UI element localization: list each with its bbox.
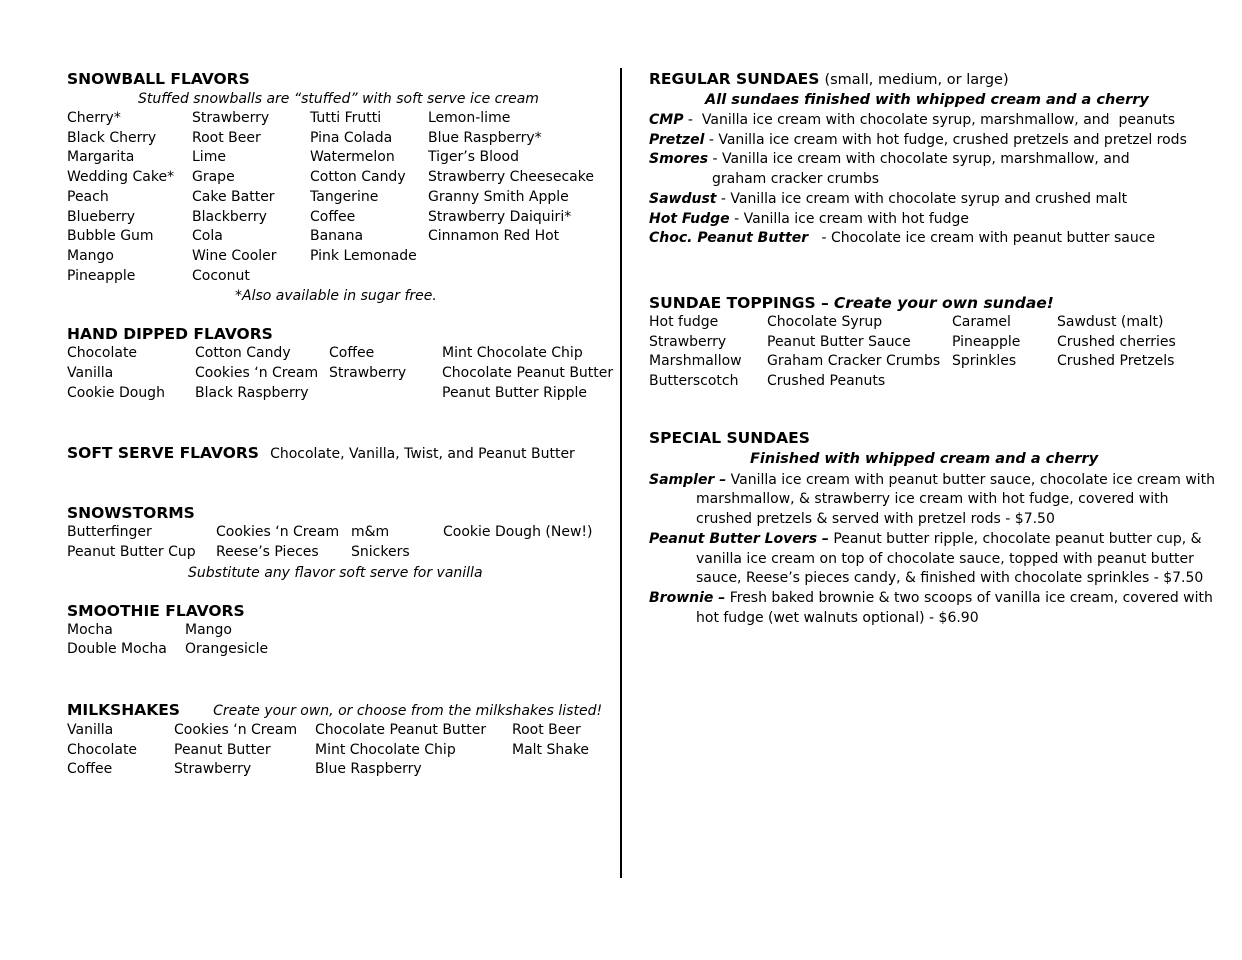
hand-dipped-flavor: Chocolate Peanut Butter [442, 365, 614, 382]
special-sundaes-list [649, 471, 1216, 629]
hand-dipped-title: HAND DIPPED FLAVORS [67, 325, 273, 344]
hand-dipped-flavor: Black Raspberry [195, 384, 309, 401]
regular-sundae-item [649, 190, 1209, 210]
special-sundae-description-cont: marshmallow, & strawberry ice cream with hot fudge, covered with [696, 491, 1169, 508]
special-sundae-item [649, 471, 1216, 530]
hand-dipped-flavor: Cotton Candy [195, 345, 291, 362]
snowball-flavor: Blue Raspberry* [428, 129, 542, 146]
special-sundae-description-cont: crushed pretzels & served with pretzel rods - $7.50 [696, 511, 1055, 528]
sundae-description: - Vanilla ice cream with hot fudge, crushed pretzels and pretzel rods [704, 131, 1187, 148]
regular-sundaes-subtitle: All sundaes finished with whipped cream and a cherry [705, 92, 1149, 108]
snowball-flavor: Tiger’s Blood [428, 149, 519, 166]
snowball-flavor: Tangerine [310, 188, 379, 205]
topping-item: Butterscotch [649, 373, 739, 390]
soft-serve-title: SOFT SERVE FLAVORS [67, 444, 259, 463]
regular-sundaes-title: REGULAR SUNDAES [649, 70, 820, 88]
milkshake-item: Mint Chocolate Chip [315, 741, 456, 758]
snowball-flavor: Cotton Candy [310, 169, 406, 186]
snowball-flavor: Banana [310, 228, 364, 245]
regular-sundaes-section [649, 69, 1209, 249]
topping-item: Peanut Butter Sauce [767, 333, 911, 350]
snowstorm-item: Reese’s Pieces [216, 543, 319, 560]
snowball-flavor: Blackberry [192, 208, 267, 225]
toppings-subtitle: Create your own sundae! [833, 293, 1054, 312]
snowball-flavor: Peach [67, 188, 109, 205]
snowball-flavor: Cinnamon Red Hot [428, 228, 560, 245]
regular-sundae-item [649, 111, 1209, 131]
snowball-flavor: Wine Cooler [192, 247, 277, 264]
column-divider [620, 68, 622, 878]
topping-item: Sawdust (malt) [1057, 313, 1164, 330]
snowball-flavor: Strawberry [192, 110, 270, 126]
toppings-title: SUNDAE TOPPINGS – [649, 293, 829, 312]
sundae-name: CMP [649, 112, 684, 128]
special-sundae-name: Peanut Butter Lovers – [649, 530, 829, 547]
snowball-flavor [428, 247, 598, 267]
snowball-flavor: Granny Smith Apple [428, 188, 569, 205]
topping-item: Caramel [952, 313, 1011, 330]
milkshakes-subtitle: Create your own, or choose from the milkshakes listed! [213, 702, 603, 719]
snowball-flavor: Coffee [310, 208, 356, 225]
snowball-flavor: Black Cherry [67, 129, 157, 146]
snowstorms-title: SNOWSTORMS [67, 504, 195, 523]
toppings-grid [649, 313, 1209, 392]
snowstorm-item: Cookie Dough (New!) [443, 524, 593, 541]
snowball-flavor: Strawberry Cheesecake [428, 169, 594, 186]
special-sundae-name: Brownie – [649, 589, 726, 606]
milkshake-item: Chocolate Peanut Butter [315, 721, 487, 738]
special-sundaes-section [649, 428, 1216, 629]
snowball-flavor: Root Beer [192, 129, 261, 146]
sundae-description: - Vanilla ice cream with chocolate syrup, marshmallow, and peanuts [683, 112, 1176, 128]
milkshake-item: Malt Shake [512, 741, 590, 758]
snowball-flavor: Coconut [192, 267, 250, 284]
topping-item [1057, 372, 1207, 392]
hand-dipped-section [67, 324, 612, 403]
snowball-flavor [428, 267, 598, 287]
topping-item: Strawberry [649, 333, 727, 350]
snowball-flavor: Cherry* [67, 110, 121, 126]
snowstorms-section [67, 503, 612, 582]
sundae-name: Hot Fudge [649, 210, 730, 227]
milkshake-item: Vanilla [67, 721, 114, 738]
sundae-description: - Vanilla ice cream with chocolate syrup and crushed malt [716, 190, 1128, 207]
snowball-flavor: Wedding Cake* [67, 169, 175, 186]
snowball-flavor: Lemon-lime [428, 110, 511, 126]
topping-item: Sprinkles [952, 353, 1017, 370]
sundae-name: Pretzel [649, 131, 705, 148]
hand-dipped-grid [67, 344, 612, 403]
milkshake-item [512, 760, 602, 780]
special-sundae-item [649, 530, 1209, 589]
sundae-description-cont: graham cracker crumbs [712, 171, 880, 188]
smoothie-section [67, 601, 612, 660]
snowstorm-item: Snickers [351, 543, 410, 560]
special-sundae-description-cont: vanilla ice cream on top of chocolate sauce, topped with peanut butter [696, 550, 1194, 567]
sundae-description: - Vanilla ice cream with hot fudge [729, 210, 970, 227]
milkshake-item: Peanut Butter [174, 741, 271, 758]
snowstorm-item: Peanut Butter Cup [67, 543, 196, 560]
soft-serve-section [67, 443, 612, 465]
snowball-title: SNOWBALL FLAVORS [67, 70, 250, 88]
snowball-subtitle: Stuffed snowballs are “stuffed” with soft serve ice cream [138, 91, 539, 107]
snowball-flavor: Pineapple [67, 267, 136, 284]
sundae-name: Sawdust [649, 190, 717, 207]
snowball-grid [67, 109, 612, 286]
snowball-note: *Also available in sugar free. [235, 288, 437, 305]
snowstorms-note: Substitute any flavor soft serve for vanilla [188, 564, 483, 581]
right-column [649, 62, 1216, 628]
topping-item: Hot fudge [649, 313, 719, 330]
milkshakes-grid [67, 721, 612, 780]
smoothie-flavor: Double Mocha [67, 641, 167, 658]
snowball-flavor [310, 267, 428, 287]
smoothie-flavor: Mango [185, 621, 232, 638]
special-sundae-name: Sampler – [649, 471, 727, 488]
snowball-flavor: Margarita [67, 149, 135, 166]
special-sundaes-subtitle: Finished with whipped cream and a cherry [750, 450, 1099, 467]
snowstorm-item: Butterfinger [67, 524, 152, 541]
milkshakes-section [67, 700, 612, 780]
snowball-flavor: Watermelon [310, 149, 395, 166]
topping-item: Pineapple [952, 333, 1021, 350]
regular-sundae-item [649, 210, 1209, 230]
hand-dipped-flavor: Chocolate [67, 345, 138, 362]
sundae-name: Choc. Peanut Butter [649, 230, 809, 247]
snowstorm-item: m&m [351, 524, 390, 541]
snowball-flavor: Cola [192, 228, 223, 245]
smoothie-flavor: Mocha [67, 621, 113, 638]
hand-dipped-flavor: Strawberry [329, 365, 407, 382]
sundae-description: - Chocolate ice cream with peanut butter sauce [808, 230, 1156, 247]
milkshake-item: Cookies ‘n Cream [174, 721, 298, 738]
regular-sundae-item [649, 131, 1209, 151]
toppings-section [649, 293, 1209, 392]
smoothie-title: SMOOTHIE FLAVORS [67, 601, 245, 620]
milkshake-item: Coffee [67, 761, 113, 778]
snowball-flavor: Cake Batter [192, 188, 275, 205]
hand-dipped-flavor: Peanut Butter Ripple [442, 384, 587, 401]
regular-sundae-item [649, 150, 1209, 189]
topping-item [952, 372, 1057, 392]
regular-sundaes-list [649, 111, 1209, 249]
snowball-flavor: Blueberry [67, 208, 136, 225]
special-sundae-description-cont: sauce, Reese’s pieces candy, & finished with chocolate sprinkles - $7.50 [696, 570, 1204, 587]
snowball-flavor: Bubble Gum [67, 228, 154, 245]
hand-dipped-flavor: Mint Chocolate Chip [442, 345, 583, 362]
hand-dipped-flavor: Cookie Dough [67, 384, 165, 401]
milkshakes-title: MILKSHAKES [67, 700, 180, 719]
snowball-flavor: Strawberry Daiquiri* [428, 208, 572, 225]
milkshake-item: Blue Raspberry [315, 761, 422, 778]
milkshake-item: Strawberry [174, 761, 252, 778]
special-sundae-description-cont: hot fudge (wet walnuts optional) - $6.90 [696, 609, 979, 626]
topping-item: Chocolate Syrup [767, 313, 883, 330]
regular-sundae-item [649, 229, 1209, 249]
snowball-flavor: Pink Lemonade [310, 247, 417, 264]
snowball-flavor: Mango [67, 247, 114, 264]
snowball-flavor: Tutti Frutti [310, 110, 382, 126]
hand-dipped-flavor: Vanilla [67, 365, 114, 382]
topping-item: Graham Cracker Crumbs [767, 353, 941, 370]
special-sundae-description: Vanilla ice cream with peanut butter sauce, chocolate ice cream with [726, 471, 1216, 488]
snowball-flavor: Grape [192, 169, 235, 186]
left-column [67, 62, 612, 780]
special-sundae-item [649, 589, 1213, 628]
special-sundae-description: Peanut butter ripple, chocolate peanut butter cup, & [828, 530, 1202, 547]
topping-item: Crushed Peanuts [767, 373, 886, 390]
hand-dipped-flavor: Cookies ‘n Cream [195, 365, 319, 382]
hand-dipped-flavor: Coffee [329, 345, 375, 362]
snowball-flavor: Pina Colada [310, 129, 393, 146]
snowball-flavor: Lime [192, 149, 226, 166]
topping-item: Crushed Pretzels [1057, 353, 1175, 370]
milkshake-item: Chocolate [67, 741, 138, 758]
topping-item: Crushed cherries [1057, 333, 1176, 350]
snowball-section [67, 69, 612, 306]
smoothie-grid [67, 621, 612, 660]
snowstorms-grid [67, 523, 612, 562]
snowstorm-item [443, 543, 613, 563]
soft-serve-text: Chocolate, Vanilla, Twist, and Peanut Butter [270, 446, 575, 463]
milkshake-item: Root Beer [512, 721, 581, 738]
sundae-name: Smores [649, 151, 709, 168]
snowstorm-item: Cookies ‘n Cream [216, 524, 340, 541]
hand-dipped-flavor [329, 384, 442, 404]
sundae-description: - Vanilla ice cream with chocolate syrup, marshmallow, and [708, 151, 1130, 168]
special-sundaes-title: SPECIAL SUNDAES [649, 428, 810, 447]
regular-sundaes-sizes: (small, medium, or large) [824, 72, 1009, 88]
topping-item: Marshmallow [649, 353, 742, 370]
smoothie-flavor: Orangesicle [185, 641, 269, 658]
special-sundae-description: Fresh baked brownie & two scoops of vanilla ice cream, covered with [725, 589, 1213, 606]
